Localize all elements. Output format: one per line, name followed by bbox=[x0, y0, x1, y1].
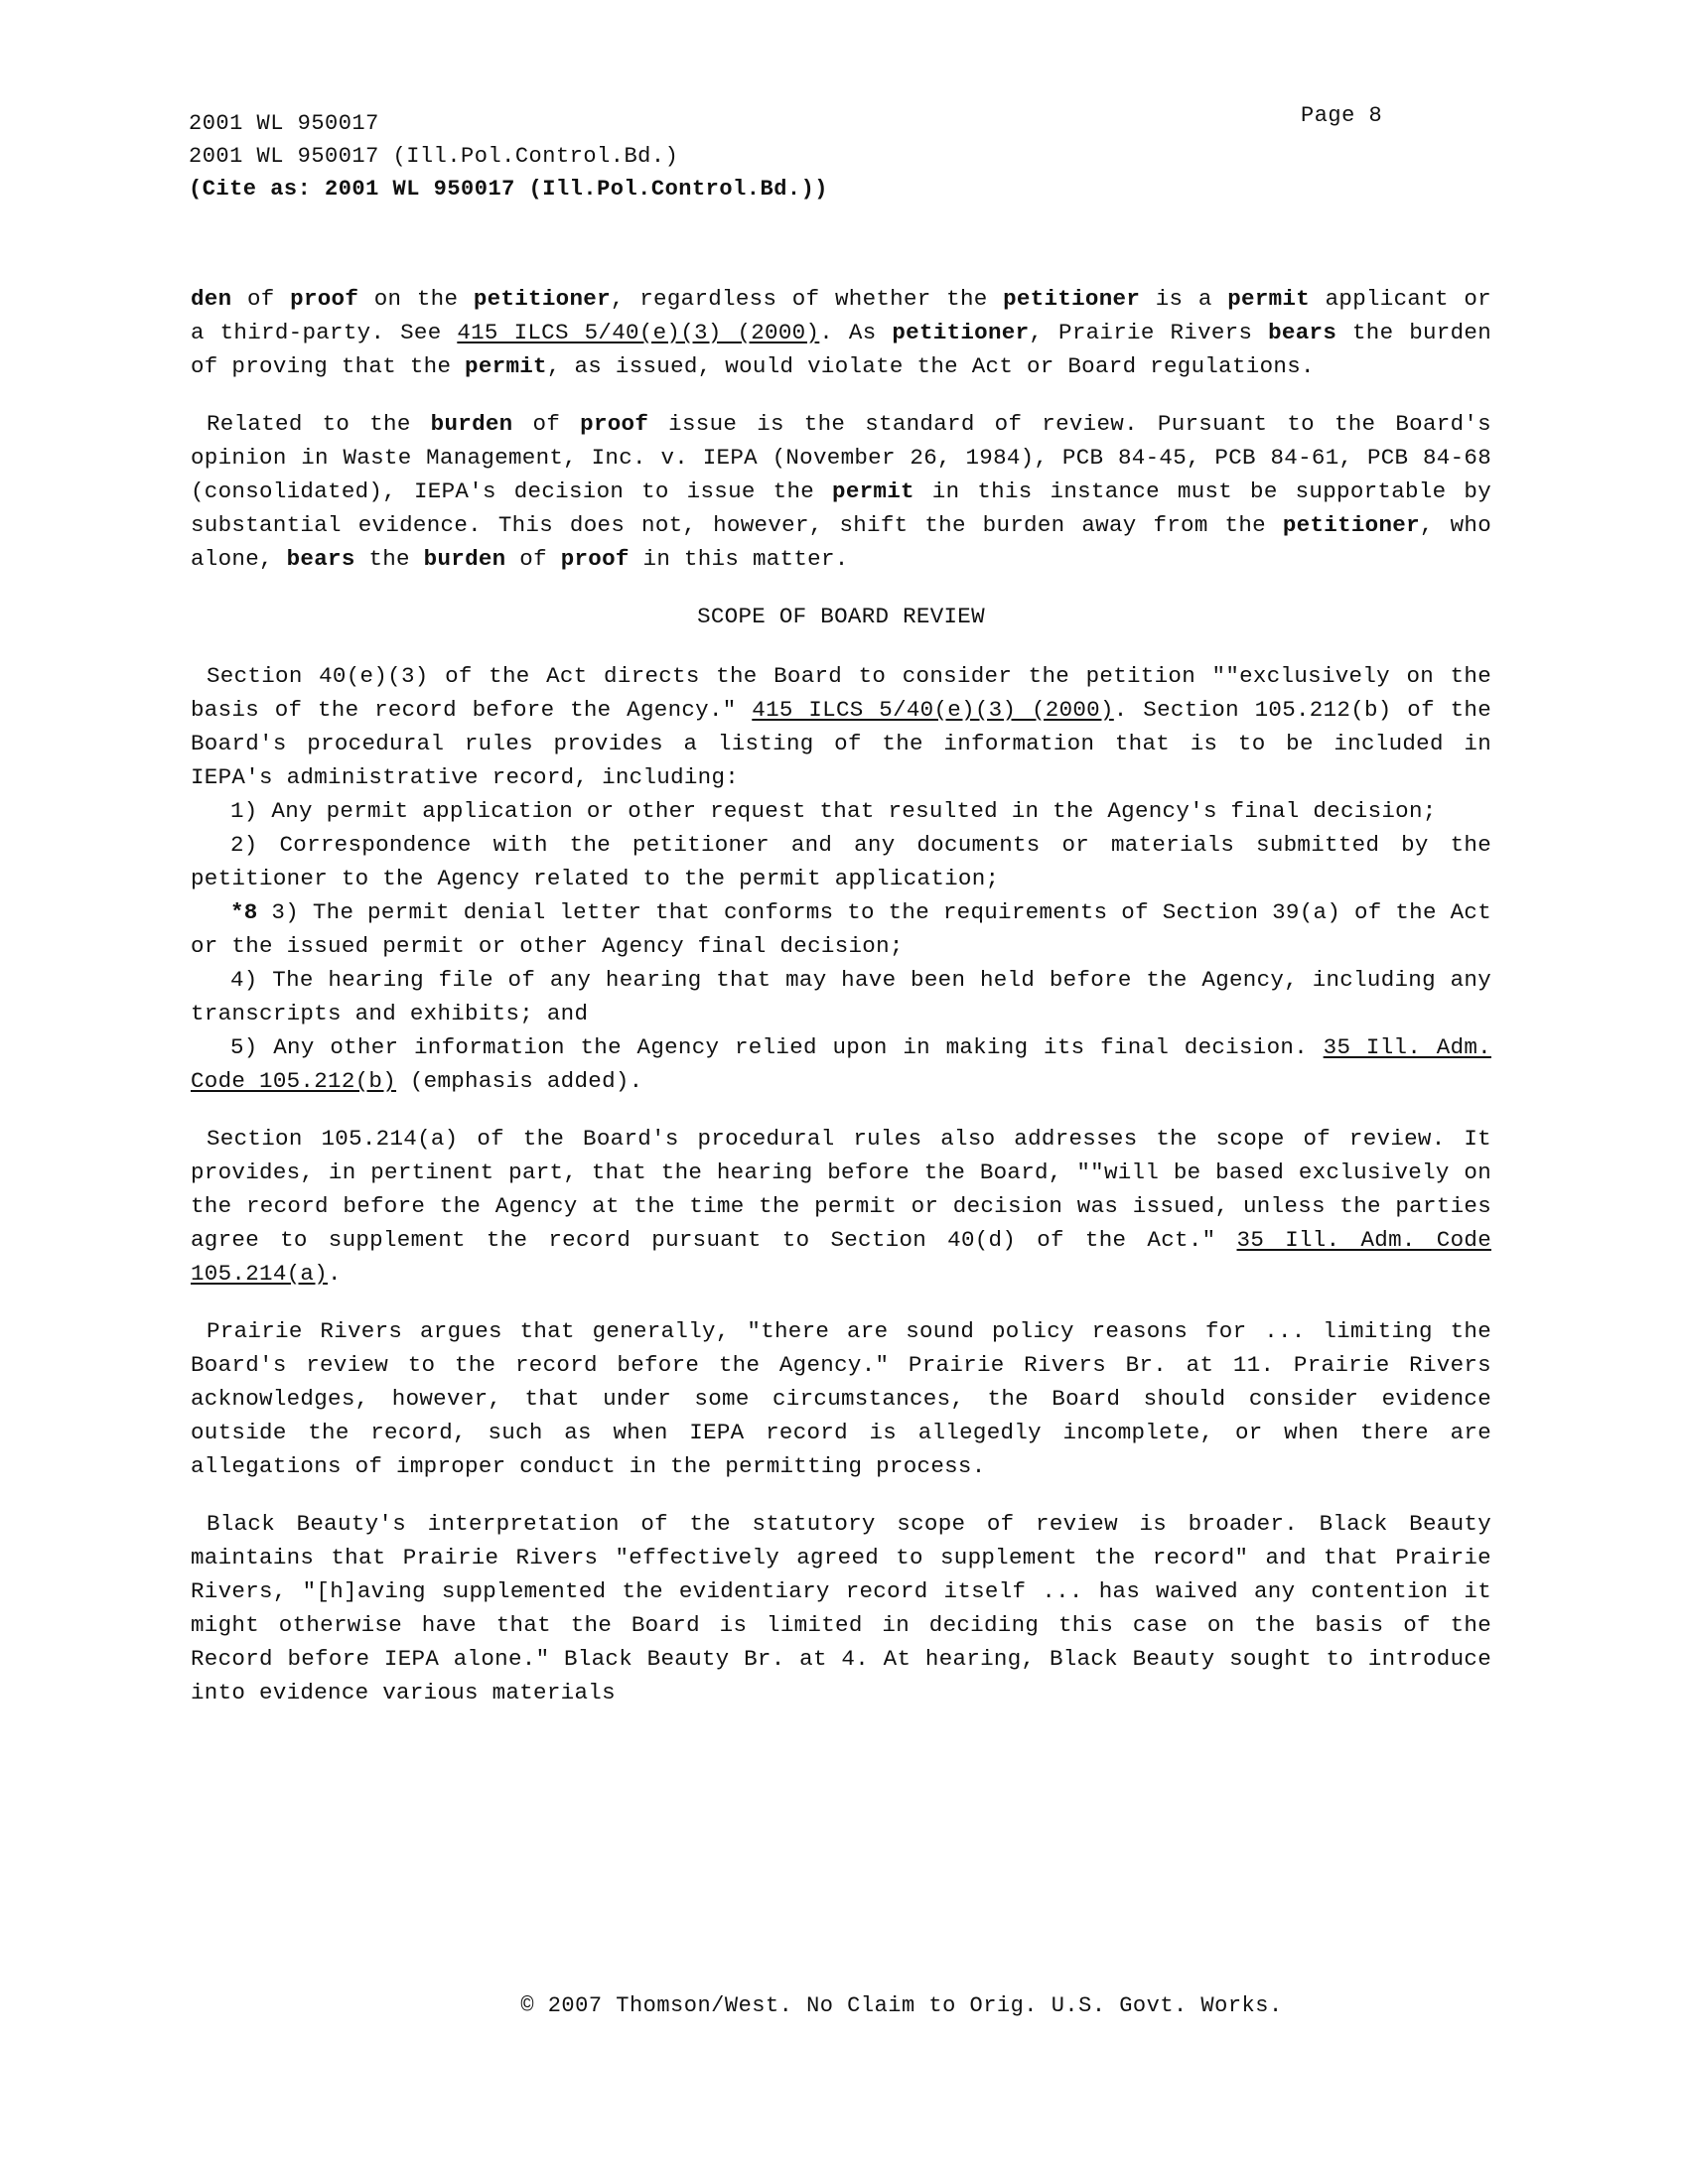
list-item: 4) The hearing file of any hearing that may have been held before the Agency, including any transcripts and exhibits; and bbox=[191, 967, 1491, 1026]
header-cite-as: (Cite as: 2001 WL 950017 (Ill.Pol.Control.Bd.)) bbox=[189, 177, 829, 202]
paragraph-section-40: Section 40(e)(3) of the Act directs the Board to consider the petition ""exclusively on the basis of the record before the Agency." 415 ILCS 5/40(e)(3) (2000). Section 105.212(b) of the Board's procedural rules provides a listing of the information that is to be included in IEPA's administrative record, including: bbox=[191, 663, 1491, 790]
citation-link[interactable]: 415 ILCS 5/40(e)(3) (2000) bbox=[752, 697, 1114, 723]
paragraph-black-beauty-interpretation: Black Beauty's interpretation of the statutory scope of review is broader. Black Beauty maintains that Prairie Rivers "effectively agreed to supplement the record" and that Prairie Rivers, "[h]aving supplemented the evidentiary record itself ... has waived any contention it might otherwise have that the Board is limited in deciding this case on the basis of the Record before IEPA alone." Black Beauty Br. at 4. At hearing, Black Beauty sought to introduce into evidence various materials bbox=[191, 1511, 1491, 1706]
list-item: 2) Correspondence with the petitioner and any documents or materials submitted by the petitioner to the Agency related to the permit application; bbox=[191, 832, 1491, 891]
citation-header bbox=[189, 107, 828, 205]
list-item: *8 3) The permit denial letter that conforms to the requirements of Section 39(a) of the Act or the issued permit or other Agency final decision; bbox=[191, 899, 1491, 959]
header-line-1: 2001 WL 950017 bbox=[189, 111, 379, 136]
document-body bbox=[191, 282, 1491, 1733]
header-line-2: 2001 WL 950017 (Ill.Pol.Control.Bd.) bbox=[189, 144, 679, 169]
page-number: Page 8 bbox=[1301, 103, 1383, 128]
star-page-marker: *8 bbox=[230, 899, 258, 925]
paragraph-prairie-rivers-argument: Prairie Rivers argues that generally, "there are sound policy reasons for ... limiting the Board's review to the record before the Agency." Prairie Rivers Br. at 11. Prairie Rivers acknowledges, however, that under some circumstances, the Board should consider evidence outside the record, such as when IEPA record is allegedly incomplete, or when there are allegations of improper conduct in the permitting process. bbox=[191, 1318, 1491, 1479]
citation-link[interactable]: 35 Ill. Adm. Code 105.212(b) bbox=[191, 1034, 1491, 1094]
list-item: 1) Any permit application or other request that resulted in the Agency's final decision; bbox=[230, 798, 1437, 824]
record-contents-list bbox=[191, 794, 1491, 1098]
paragraph-burden-of-proof: den of proof on the petitioner, regardless of whether the petitioner is a permit applicant or a third-party. See 415 ILCS 5/40(e)(3) (2000). As petitioner, Prairie Rivers bears the burden of proving that the permit, as issued, would violate the Act or Board regulations. bbox=[191, 286, 1492, 379]
citation-link[interactable]: 35 Ill. Adm. Code 105.214(a) bbox=[191, 1227, 1491, 1287]
section-heading: SCOPE OF BOARD REVIEW bbox=[697, 604, 985, 629]
paragraph-section-105-214: Section 105.214(a) of the Board's procedural rules also addresses the scope of review. It provides, in pertinent part, that the hearing before the Board, ""will be based exclusively on the record before the Agency at the time the permit or decision was issued, unless the parties agree to supplement the record pursuant to Section 40(d) of the Act." 35 Ill. Adm. Code 105.214(a). bbox=[191, 1126, 1491, 1287]
copyright-footer: © 2007 Thomson/West. No Claim to Orig. U.S. Govt. Works. bbox=[520, 1993, 1283, 2018]
citation-link[interactable]: 415 ILCS 5/40(e)(3) (2000) bbox=[457, 320, 820, 345]
paragraph-standard-of-review: Related to the burden of proof issue is the standard of review. Pursuant to the Board's opinion in Waste Management, Inc. v. IEPA (November 26, 1984), PCB 84-45, PCB 84-61, PCB 84-68 (consolidated), IEPA's decision to issue the permit in this instance must be supportable by substantial evidence. This does not, however, shift the burden away from the petitioner, who alone, bears the burden of proof in this matter. bbox=[191, 411, 1491, 572]
list-item: 5) Any other information the Agency relied upon in making its final decision. 35 Ill. Adm. Code 105.212(b) (emphasis added). bbox=[191, 1034, 1491, 1094]
